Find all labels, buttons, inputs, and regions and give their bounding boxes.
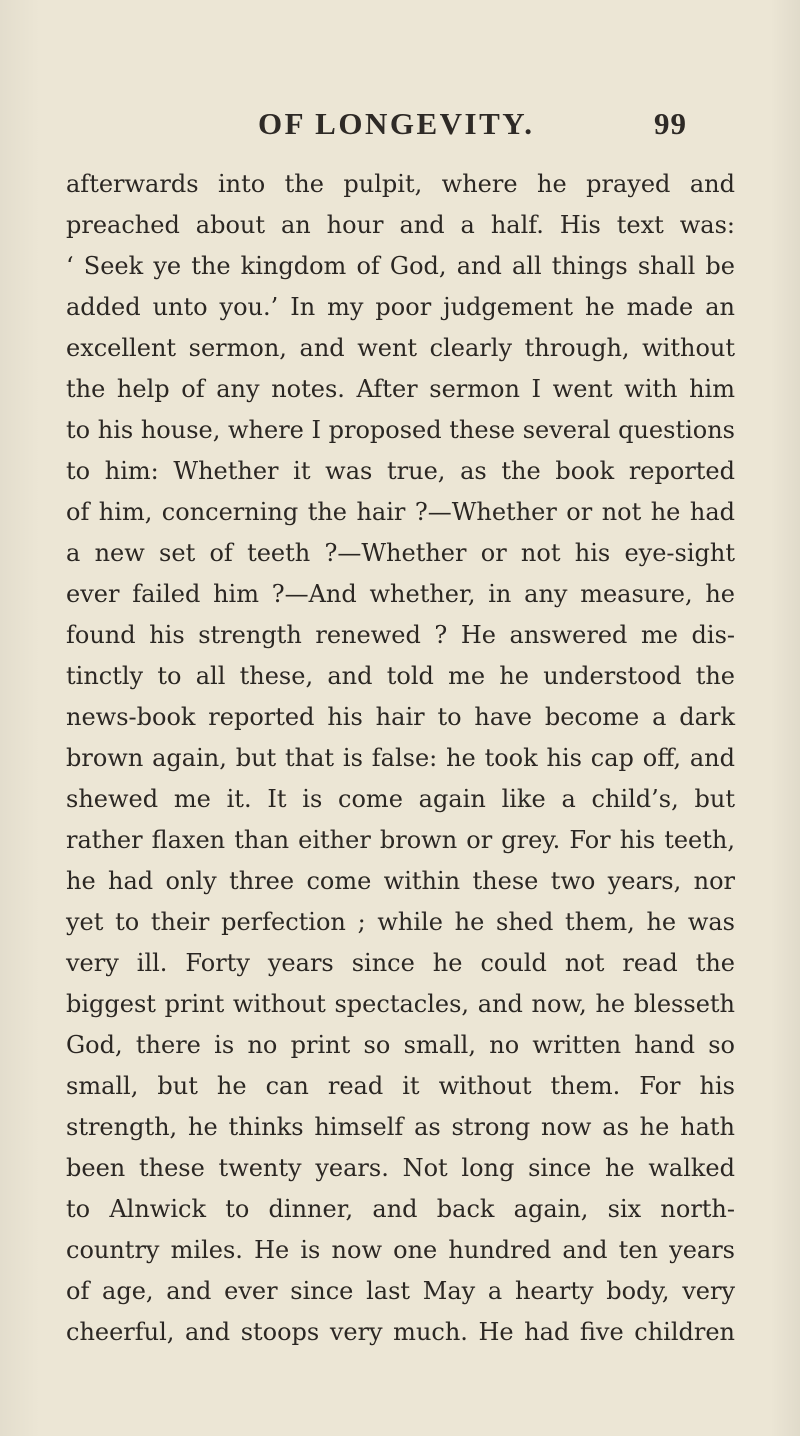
text-line: the help of any notes. After sermon I went with him	[66, 375, 735, 403]
text-line: a new set of teeth ?—Whether or not his eye-sight	[66, 539, 735, 567]
text-line: to his house, where I proposed these several questions	[66, 416, 735, 444]
text-line: found his strength renewed ? He answered me dis-	[66, 621, 735, 649]
text-line: ever failed him ?—And whether, in any measure, he	[66, 580, 735, 608]
text-line: biggest print without spectacles, and now, he blesseth	[66, 990, 735, 1018]
text-line: ‘ Seek ye the kingdom of God, and all things shall be	[66, 252, 735, 280]
text-line: he had only three come within these two years, nor	[66, 867, 735, 895]
text-line: tinctly to all these, and told me he understood the	[66, 662, 735, 690]
text-line: excellent sermon, and went clearly through, without	[66, 334, 735, 362]
text-line: of age, and ever since last May a hearty body, very	[66, 1277, 735, 1305]
text-line: added unto you.’ In my poor judgement he made an	[66, 293, 735, 321]
text-line: strength, he thinks himself as strong now as he hath	[66, 1113, 735, 1141]
text-line: cheerful, and stoops very much. He had five children	[66, 1318, 735, 1346]
text-line: God, there is no print so small, no written hand so	[66, 1031, 735, 1059]
text-line: small, but he can read it without them. For his	[66, 1072, 735, 1100]
text-line: yet to their perfection ; while he shed them, he was	[66, 908, 735, 936]
text-line: country miles. He is now one hundred and ten years	[66, 1236, 735, 1264]
text-line: brown again, but that is false: he took his cap off, and	[66, 744, 735, 772]
text-line: news-book reported his hair to have become a dark	[66, 703, 735, 731]
text-line: been these twenty years. Not long since he walked	[66, 1154, 735, 1182]
text-line: preached about an hour and a half. His text was:	[66, 211, 735, 239]
text-line: to Alnwick to dinner, and back again, six north-	[66, 1195, 735, 1223]
page-number: 99	[654, 106, 687, 141]
text-line: shewed me it. It is come again like a child’s, but	[66, 785, 735, 813]
text-line: afterwards into the pulpit, where he prayed and	[66, 170, 735, 198]
text-line: rather flaxen than either brown or grey. For his teeth,	[66, 826, 735, 854]
page-header	[0, 100, 800, 150]
text-line: of him, concerning the hair ?—Whether or not he had	[66, 498, 735, 526]
text-line: very ill. Forty years since he could not read the	[66, 949, 735, 977]
text-line: to him: Whether it was true, as the book reported	[66, 457, 735, 485]
running-title: OF LONGEVITY.	[258, 106, 535, 141]
